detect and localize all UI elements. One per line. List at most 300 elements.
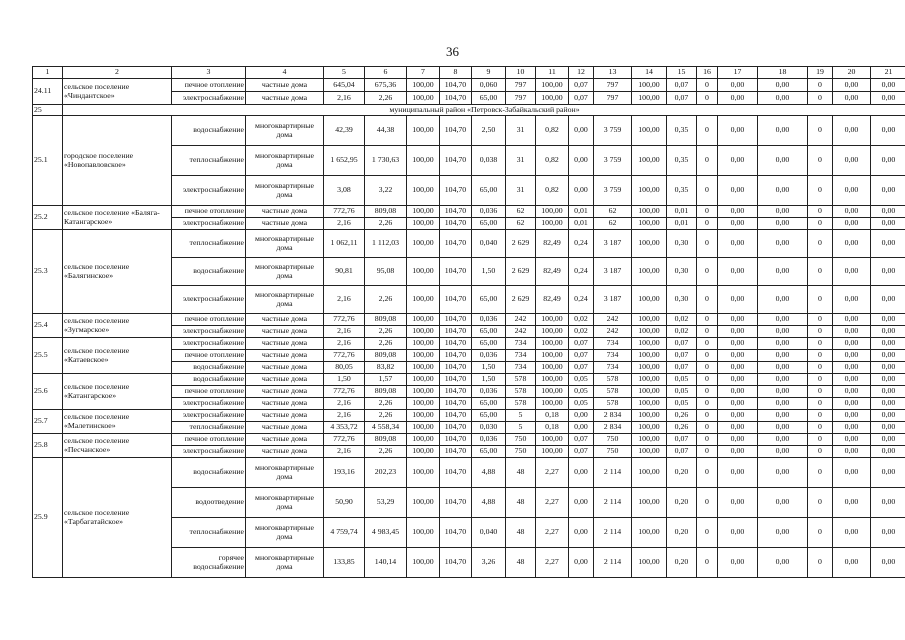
value-cell: 1,50 — [472, 258, 506, 286]
housing-type: частные дома — [246, 422, 324, 434]
value-cell: 809,08 — [365, 350, 407, 362]
value-cell: 0,00 — [569, 518, 594, 548]
value-cell: 193,16 — [324, 458, 365, 488]
value-cell: 0 — [697, 286, 718, 314]
value-cell: 0,07 — [569, 92, 594, 105]
value-cell: 0,35 — [667, 116, 697, 146]
value-cell: 44,38 — [365, 116, 407, 146]
value-cell: 100,00 — [632, 434, 667, 446]
value-cell: 100,00 — [536, 446, 569, 458]
value-cell: 0 — [697, 338, 718, 350]
value-cell: 0,00 — [758, 458, 808, 488]
housing-type: частные дома — [246, 326, 324, 338]
value-cell: 0 — [808, 79, 833, 92]
value-cell: 104,70 — [440, 338, 472, 350]
column-number-header: 4 — [246, 67, 324, 79]
housing-type: многоквартирные дома — [246, 488, 324, 518]
value-cell: 750 — [594, 434, 632, 446]
value-cell: 65,00 — [472, 410, 506, 422]
district-number: 25 — [33, 105, 63, 116]
value-cell: 0 — [808, 92, 833, 105]
value-cell: 0,036 — [472, 434, 506, 446]
value-cell: 0,00 — [833, 446, 871, 458]
row-number: 25.7 — [33, 410, 63, 434]
value-cell: 2,26 — [365, 92, 407, 105]
value-cell: 0,00 — [871, 548, 905, 578]
value-cell: 0,00 — [833, 350, 871, 362]
value-cell: 104,70 — [440, 206, 472, 218]
value-cell: 0,07 — [569, 338, 594, 350]
value-cell: 65,00 — [472, 446, 506, 458]
value-cell: 0,00 — [871, 176, 905, 206]
value-cell: 0,00 — [871, 398, 905, 410]
value-cell: 140,14 — [365, 548, 407, 578]
value-cell: 0,00 — [871, 218, 905, 230]
value-cell: 2,26 — [365, 338, 407, 350]
value-cell: 104,70 — [440, 386, 472, 398]
value-cell: 104,70 — [440, 362, 472, 374]
value-cell: 0 — [808, 410, 833, 422]
value-cell: 0,00 — [871, 79, 905, 92]
row-number: 25.6 — [33, 374, 63, 410]
value-cell: 0 — [697, 218, 718, 230]
value-cell: 0 — [808, 350, 833, 362]
value-cell: 100,00 — [632, 116, 667, 146]
value-cell: 0,05 — [667, 398, 697, 410]
value-cell: 0,00 — [718, 350, 758, 362]
row-number: 25.4 — [33, 314, 63, 338]
value-cell: 90,81 — [324, 258, 365, 286]
column-number-header: 16 — [697, 67, 718, 79]
value-cell: 2 114 — [594, 548, 632, 578]
column-number-header: 7 — [407, 67, 440, 79]
service-type: теплоснабжение — [172, 146, 246, 176]
housing-type: частные дома — [246, 446, 324, 458]
value-cell: 3,08 — [324, 176, 365, 206]
value-cell: 0,01 — [667, 206, 697, 218]
value-cell: 50,90 — [324, 488, 365, 518]
value-cell: 0 — [808, 258, 833, 286]
value-cell: 31 — [506, 176, 536, 206]
column-number-header: 5 — [324, 67, 365, 79]
value-cell: 0,07 — [667, 79, 697, 92]
value-cell: 100,00 — [632, 548, 667, 578]
value-cell: 0,00 — [871, 258, 905, 286]
value-cell: 750 — [594, 446, 632, 458]
row-number: 25.2 — [33, 206, 63, 230]
value-cell: 100,00 — [632, 488, 667, 518]
housing-type: частные дома — [246, 386, 324, 398]
service-type: печное отопление — [172, 434, 246, 446]
service-type: электроснабжение — [172, 398, 246, 410]
value-cell: 0 — [697, 446, 718, 458]
value-cell: 0,00 — [758, 92, 808, 105]
value-cell: 62 — [506, 218, 536, 230]
housing-type: частные дома — [246, 206, 324, 218]
value-cell: 242 — [506, 314, 536, 326]
service-type: электроснабжение — [172, 338, 246, 350]
service-type: электроснабжение — [172, 218, 246, 230]
value-cell: 0,00 — [718, 548, 758, 578]
column-number-header: 9 — [472, 67, 506, 79]
value-cell: 100,00 — [632, 350, 667, 362]
value-cell: 0,00 — [833, 458, 871, 488]
value-cell: 0 — [808, 218, 833, 230]
value-cell: 3 187 — [594, 258, 632, 286]
value-cell: 2,27 — [536, 458, 569, 488]
value-cell: 100,00 — [536, 314, 569, 326]
value-cell: 0 — [697, 206, 718, 218]
value-cell: 104,70 — [440, 458, 472, 488]
value-cell: 4,88 — [472, 458, 506, 488]
value-cell: 100,00 — [407, 374, 440, 386]
value-cell: 0,00 — [758, 314, 808, 326]
service-type: электроснабжение — [172, 176, 246, 206]
value-cell: 100,00 — [632, 79, 667, 92]
value-cell: 100,00 — [536, 218, 569, 230]
housing-type: частные дома — [246, 434, 324, 446]
value-cell: 0,00 — [758, 79, 808, 92]
value-cell: 0,00 — [833, 410, 871, 422]
value-cell: 62 — [594, 206, 632, 218]
value-cell: 0,060 — [472, 79, 506, 92]
value-cell: 104,70 — [440, 314, 472, 326]
value-cell: 82,49 — [536, 286, 569, 314]
settlement-name: сельское поселение «Баляга-Катангарское» — [63, 206, 172, 230]
value-cell: 0,00 — [758, 230, 808, 258]
value-cell: 100,00 — [536, 386, 569, 398]
value-cell: 100,00 — [632, 410, 667, 422]
column-number-header: 12 — [569, 67, 594, 79]
value-cell: 0,00 — [833, 362, 871, 374]
value-cell: 1,50 — [472, 374, 506, 386]
value-cell: 2 114 — [594, 518, 632, 548]
value-cell: 0,00 — [871, 386, 905, 398]
value-cell: 0,01 — [667, 218, 697, 230]
value-cell: 100,00 — [407, 218, 440, 230]
value-cell: 100,00 — [632, 518, 667, 548]
value-cell: 0,00 — [833, 92, 871, 105]
value-cell: 0,00 — [833, 176, 871, 206]
value-cell: 0 — [697, 176, 718, 206]
value-cell: 104,70 — [440, 218, 472, 230]
value-cell: 0,00 — [718, 374, 758, 386]
value-cell: 2,16 — [324, 338, 365, 350]
page-number: 36 — [446, 44, 459, 59]
value-cell: 83,82 — [365, 362, 407, 374]
value-cell: 0 — [697, 92, 718, 105]
value-cell: 104,70 — [440, 410, 472, 422]
value-cell: 1 730,63 — [365, 146, 407, 176]
value-cell: 0,00 — [758, 218, 808, 230]
value-cell: 0,00 — [871, 146, 905, 176]
column-number-header: 3 — [172, 67, 246, 79]
tariff-table — [32, 66, 905, 578]
value-cell: 2,50 — [472, 116, 506, 146]
value-cell: 0,05 — [667, 374, 697, 386]
value-cell: 100,00 — [536, 326, 569, 338]
value-cell: 0,07 — [667, 92, 697, 105]
column-number-header: 15 — [667, 67, 697, 79]
value-cell: 0 — [808, 176, 833, 206]
value-cell: 100,00 — [407, 116, 440, 146]
value-cell: 0,00 — [718, 314, 758, 326]
service-type: водоснабжение — [172, 374, 246, 386]
value-cell: 0,00 — [758, 116, 808, 146]
value-cell: 797 — [594, 92, 632, 105]
value-cell: 0,00 — [758, 286, 808, 314]
value-cell: 2,26 — [365, 410, 407, 422]
value-cell: 0,00 — [833, 206, 871, 218]
settlement-name: сельское поселение «Зугмарское» — [63, 314, 172, 338]
service-type: печное отопление — [172, 314, 246, 326]
value-cell: 0,00 — [833, 314, 871, 326]
value-cell: 4,88 — [472, 488, 506, 518]
value-cell: 100,00 — [407, 338, 440, 350]
value-cell: 0,00 — [718, 434, 758, 446]
column-number-header: 10 — [506, 67, 536, 79]
value-cell: 104,70 — [440, 258, 472, 286]
value-cell: 2 834 — [594, 410, 632, 422]
housing-type: частные дома — [246, 79, 324, 92]
value-cell: 82,49 — [536, 230, 569, 258]
value-cell: 0,00 — [758, 258, 808, 286]
value-cell: 0,036 — [472, 206, 506, 218]
table-row — [33, 314, 905, 326]
value-cell: 797 — [594, 79, 632, 92]
value-cell: 2,26 — [365, 286, 407, 314]
value-cell: 0 — [808, 386, 833, 398]
value-cell: 797 — [506, 92, 536, 105]
service-type: электроснабжение — [172, 446, 246, 458]
value-cell: 100,00 — [536, 374, 569, 386]
value-cell: 772,76 — [324, 350, 365, 362]
housing-type: частные дома — [246, 338, 324, 350]
housing-type: многоквартирные дома — [246, 518, 324, 548]
value-cell: 0,00 — [871, 326, 905, 338]
value-cell: 2 629 — [506, 286, 536, 314]
value-cell: 104,70 — [440, 92, 472, 105]
value-cell: 0,00 — [833, 386, 871, 398]
value-cell: 104,70 — [440, 398, 472, 410]
value-cell: 0,00 — [718, 286, 758, 314]
value-cell: 1,50 — [324, 374, 365, 386]
row-number: 24.11 — [33, 79, 63, 105]
settlement-name: сельское поселение «Катангарское» — [63, 374, 172, 410]
value-cell: 0,20 — [667, 488, 697, 518]
housing-type: многоквартирные дома — [246, 116, 324, 146]
value-cell: 0,00 — [718, 326, 758, 338]
value-cell: 0,00 — [833, 286, 871, 314]
value-cell: 0 — [697, 326, 718, 338]
value-cell: 0,00 — [718, 79, 758, 92]
value-cell: 0 — [697, 434, 718, 446]
value-cell: 0,30 — [667, 258, 697, 286]
value-cell: 0,00 — [718, 446, 758, 458]
value-cell: 2,16 — [324, 218, 365, 230]
value-cell: 0,24 — [569, 230, 594, 258]
value-cell: 0,00 — [758, 446, 808, 458]
value-cell: 0,00 — [569, 116, 594, 146]
value-cell: 0,18 — [536, 410, 569, 422]
value-cell: 48 — [506, 458, 536, 488]
value-cell: 0 — [697, 422, 718, 434]
value-cell: 0,038 — [472, 146, 506, 176]
value-cell: 100,00 — [407, 488, 440, 518]
value-cell: 100,00 — [632, 398, 667, 410]
row-number: 25.1 — [33, 116, 63, 206]
value-cell: 772,76 — [324, 206, 365, 218]
value-cell: 578 — [594, 374, 632, 386]
value-cell: 104,70 — [440, 446, 472, 458]
value-cell: 734 — [594, 350, 632, 362]
value-cell: 0,00 — [833, 518, 871, 548]
value-cell: 0,00 — [758, 548, 808, 578]
value-cell: 2,27 — [536, 548, 569, 578]
value-cell: 100,00 — [407, 458, 440, 488]
settlement-name: городское поселение «Новопавловское» — [63, 116, 172, 206]
value-cell: 3 187 — [594, 230, 632, 258]
value-cell: 750 — [506, 434, 536, 446]
value-cell: 2 629 — [506, 258, 536, 286]
value-cell: 100,00 — [407, 176, 440, 206]
value-cell: 2,26 — [365, 446, 407, 458]
value-cell: 0,00 — [718, 518, 758, 548]
value-cell: 100,00 — [536, 398, 569, 410]
value-cell: 100,00 — [407, 410, 440, 422]
district-section-row — [33, 105, 905, 116]
value-cell: 0,00 — [871, 410, 905, 422]
value-cell: 100,00 — [536, 92, 569, 105]
value-cell: 62 — [594, 218, 632, 230]
value-cell: 0,00 — [758, 350, 808, 362]
value-cell: 3,22 — [365, 176, 407, 206]
value-cell: 0,00 — [833, 398, 871, 410]
value-cell: 0,00 — [833, 338, 871, 350]
column-number-header: 2 — [63, 67, 172, 79]
value-cell: 0,00 — [758, 422, 808, 434]
value-cell: 2,26 — [365, 326, 407, 338]
value-cell: 2,16 — [324, 326, 365, 338]
value-cell: 100,00 — [407, 146, 440, 176]
value-cell: 0,00 — [871, 286, 905, 314]
value-cell: 0 — [697, 518, 718, 548]
value-cell: 0,35 — [667, 146, 697, 176]
value-cell: 645,04 — [324, 79, 365, 92]
service-type: водоснабжение — [172, 116, 246, 146]
value-cell: 100,00 — [407, 79, 440, 92]
table-row — [33, 79, 905, 92]
value-cell: 242 — [594, 326, 632, 338]
value-cell: 0,05 — [569, 374, 594, 386]
value-cell: 100,00 — [407, 548, 440, 578]
service-type: водоснабжение — [172, 258, 246, 286]
value-cell: 100,00 — [632, 338, 667, 350]
value-cell: 0,24 — [569, 286, 594, 314]
value-cell: 0 — [808, 446, 833, 458]
value-cell: 0,00 — [871, 116, 905, 146]
value-cell: 0,00 — [718, 258, 758, 286]
value-cell: 734 — [506, 350, 536, 362]
value-cell: 772,76 — [324, 386, 365, 398]
table-row — [33, 338, 905, 350]
value-cell: 104,70 — [440, 176, 472, 206]
value-cell: 0,00 — [718, 488, 758, 518]
service-type: электроснабжение — [172, 410, 246, 422]
value-cell: 0,82 — [536, 176, 569, 206]
housing-type: многоквартирные дома — [246, 176, 324, 206]
value-cell: 0,00 — [569, 458, 594, 488]
column-number-header: 19 — [808, 67, 833, 79]
value-cell: 100,00 — [407, 230, 440, 258]
value-cell: 0,030 — [472, 422, 506, 434]
value-cell: 0 — [808, 434, 833, 446]
value-cell: 100,00 — [632, 362, 667, 374]
value-cell: 100,00 — [632, 230, 667, 258]
value-cell: 0,00 — [758, 374, 808, 386]
value-cell: 42,39 — [324, 116, 365, 146]
housing-type: многоквартирные дома — [246, 286, 324, 314]
value-cell: 104,70 — [440, 230, 472, 258]
value-cell: 0,00 — [758, 434, 808, 446]
value-cell: 0,00 — [758, 386, 808, 398]
value-cell: 0,00 — [758, 326, 808, 338]
value-cell: 0,20 — [667, 548, 697, 578]
value-cell: 2,16 — [324, 286, 365, 314]
value-cell: 0,20 — [667, 458, 697, 488]
value-cell: 578 — [594, 386, 632, 398]
column-number-header: 6 — [365, 67, 407, 79]
value-cell: 82,49 — [536, 258, 569, 286]
value-cell: 0 — [697, 458, 718, 488]
value-cell: 0,00 — [871, 518, 905, 548]
housing-type: частные дома — [246, 314, 324, 326]
value-cell: 734 — [506, 338, 536, 350]
housing-type: частные дома — [246, 362, 324, 374]
table-body — [33, 67, 905, 578]
value-cell: 0 — [808, 488, 833, 518]
value-cell: 0,18 — [536, 422, 569, 434]
value-cell: 0,00 — [718, 176, 758, 206]
service-type: печное отопление — [172, 79, 246, 92]
value-cell: 100,00 — [632, 258, 667, 286]
value-cell: 0,26 — [667, 410, 697, 422]
value-cell: 100,00 — [632, 386, 667, 398]
value-cell: 0,05 — [667, 386, 697, 398]
value-cell: 0 — [697, 362, 718, 374]
value-cell: 0,02 — [569, 326, 594, 338]
value-cell: 0,00 — [871, 230, 905, 258]
value-cell: 65,00 — [472, 176, 506, 206]
value-cell: 0,00 — [718, 218, 758, 230]
column-number-header-row — [33, 67, 905, 79]
value-cell: 5 — [506, 422, 536, 434]
table-row — [33, 458, 905, 488]
value-cell: 0,07 — [667, 434, 697, 446]
value-cell: 1 652,95 — [324, 146, 365, 176]
housing-type: частные дома — [246, 350, 324, 362]
value-cell: 104,70 — [440, 350, 472, 362]
value-cell: 104,70 — [440, 374, 472, 386]
value-cell: 0 — [808, 326, 833, 338]
value-cell: 4 983,45 — [365, 518, 407, 548]
service-type: электроснабжение — [172, 326, 246, 338]
value-cell: 100,00 — [632, 176, 667, 206]
value-cell: 0 — [808, 314, 833, 326]
value-cell: 0,20 — [667, 518, 697, 548]
value-cell: 0,00 — [758, 410, 808, 422]
value-cell: 65,00 — [472, 338, 506, 350]
